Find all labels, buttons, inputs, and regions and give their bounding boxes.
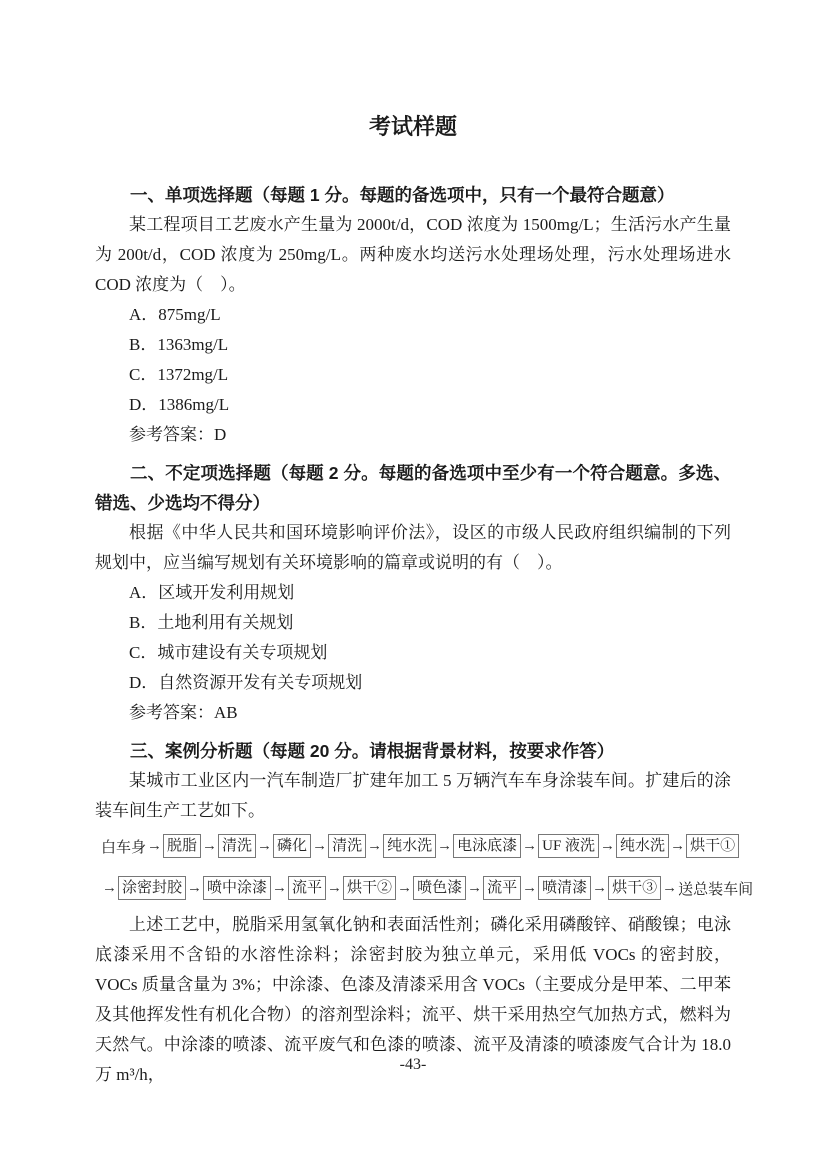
arrow-right-icon: →: [312, 837, 328, 854]
flow-step-mid-coat-spray: 喷中涂漆: [203, 876, 271, 900]
flow-step-drying-2: 烘干②: [343, 876, 396, 900]
flow-step-leveling-1: 流平: [288, 876, 326, 900]
section2-options: [95, 578, 731, 698]
section-multi-choice: [95, 458, 731, 728]
flow-step-degrease: 脱脂: [163, 834, 201, 858]
arrow-right-icon: →: [467, 879, 483, 896]
arrow-right-icon: →: [522, 879, 538, 896]
page-title: 考试样题: [368, 114, 457, 139]
process-flow-row-2: [101, 876, 754, 900]
arrow-right-icon: →: [662, 879, 678, 896]
option-b: B．土地利用有关规划: [129, 613, 294, 632]
arrow-right-icon: →: [202, 837, 218, 854]
flow-step-color-coat-spray: 喷色漆: [413, 876, 466, 900]
page-content: [95, 0, 754, 1090]
option-d: D．1386mg/L: [129, 395, 230, 414]
process-flow-row-1: [101, 834, 736, 858]
section-single-choice: [95, 180, 731, 450]
section2-answer: 参考答案：AB: [129, 703, 238, 722]
arrow-right-icon: →: [670, 837, 686, 854]
section1-question: 某工程项目工艺废水产生量为 2000t/d，COD 浓度为 1500mg/L；生活污水产生量为 200t/d，COD 浓度为 250mg/L。两种废水均送污水处理场处理，污水处理场进水 COD 浓度为（ ）。: [95, 215, 731, 294]
arrow-right-icon: →: [592, 879, 608, 896]
flow-step-uf-wash: UF 液洗: [538, 834, 599, 858]
option-b: B．1363mg/L: [129, 335, 229, 354]
section3-heading: 三、案例分析题（每题 20 分。请根据背景材料，按要求作答）: [130, 741, 615, 761]
flow-step-rinse-1: 清洗: [218, 834, 256, 858]
option-d: D．自然资源开发有关专项规划: [129, 673, 363, 692]
arrow-right-icon: →: [257, 837, 273, 854]
section1-answer: 参考答案：D: [129, 425, 227, 444]
flow-step-drying-1: 烘干①: [686, 834, 739, 858]
section1-options: [95, 300, 731, 420]
section2-question: 根据《中华人民共和国环境影响评价法》，设区的市级人民政府组织编制的下列规划中，应当编写规划有关环境影响的篇章或说明的有（ ）。: [95, 523, 731, 572]
arrow-right-icon: →: [327, 879, 343, 896]
arrow-right-icon: →: [522, 837, 538, 854]
flow-step-clear-coat-spray: 喷清漆: [538, 876, 591, 900]
flow-start-label: 白车身: [101, 839, 147, 856]
arrow-right-icon: →: [272, 879, 288, 896]
option-a: A．875mg/L: [129, 305, 221, 324]
flow-step-phosphate: 磷化: [273, 834, 311, 858]
flow-step-pure-water-wash-1: 纯水洗: [383, 834, 436, 858]
arrow-right-icon: →: [102, 879, 117, 896]
flow-step-rinse-2: 清洗: [328, 834, 366, 858]
flow-step-leveling-2: 流平: [483, 876, 521, 900]
section1-heading: 一、单项选择题（每题 1 分。每题的备选项中，只有一个最符合题意）: [130, 185, 675, 205]
section3-paragraph: 上述工艺中，脱脂采用氢氧化钠和表面活性剂；磷化采用磷酸锌、硝酸镍；电泳底漆采用不含铅的水溶性涂料；涂密封胶为独立单元，采用低 VOCs 的密封胶，VOCs 质量含量为 3%；中涂漆、色漆及清漆采用含 VOCs（主要成分是甲苯、二甲苯及其他挥发性有机化合物）的溶剂型涂料；流平、烘干采用热空气加热方式，燃料为天然气。中涂漆的喷漆、流平废气和色漆的喷漆、流平及清漆的喷漆废气合计为 18.0 万 m³/h，: [95, 915, 731, 1084]
section-case-analysis: [95, 736, 754, 1090]
option-a: A．区域开发利用规划: [129, 583, 295, 602]
flow-step-pure-water-wash-2: 纯水洗: [616, 834, 669, 858]
arrow-right-icon: →: [437, 837, 453, 854]
arrow-right-icon: →: [397, 879, 413, 896]
option-c: C．1372mg/L: [129, 365, 229, 384]
flow-step-sealant: 涂密封胶: [118, 876, 186, 900]
arrow-right-icon: →: [367, 837, 383, 854]
flow-step-electrophoretic-primer: 电泳底漆: [453, 834, 521, 858]
flow-end-label: 送总装车间: [678, 881, 754, 898]
arrow-right-icon: →: [187, 879, 203, 896]
section3-intro: 某城市工业区内一汽车制造厂扩建年加工 5 万辆汽车车身涂装车间。扩建后的涂装车间生产工艺如下。: [95, 771, 731, 820]
arrow-right-icon: →: [147, 837, 163, 854]
arrow-right-icon: →: [600, 837, 616, 854]
section2-heading: 二、不定项选择题（每题 2 分。每题的备选项中至少有一个符合题意。多选、错选、少选均不得分）: [95, 463, 731, 513]
option-c: C．城市建设有关专项规划: [129, 643, 328, 662]
page-number: -43-: [399, 1056, 427, 1073]
flow-step-drying-3: 烘干③: [608, 876, 661, 900]
